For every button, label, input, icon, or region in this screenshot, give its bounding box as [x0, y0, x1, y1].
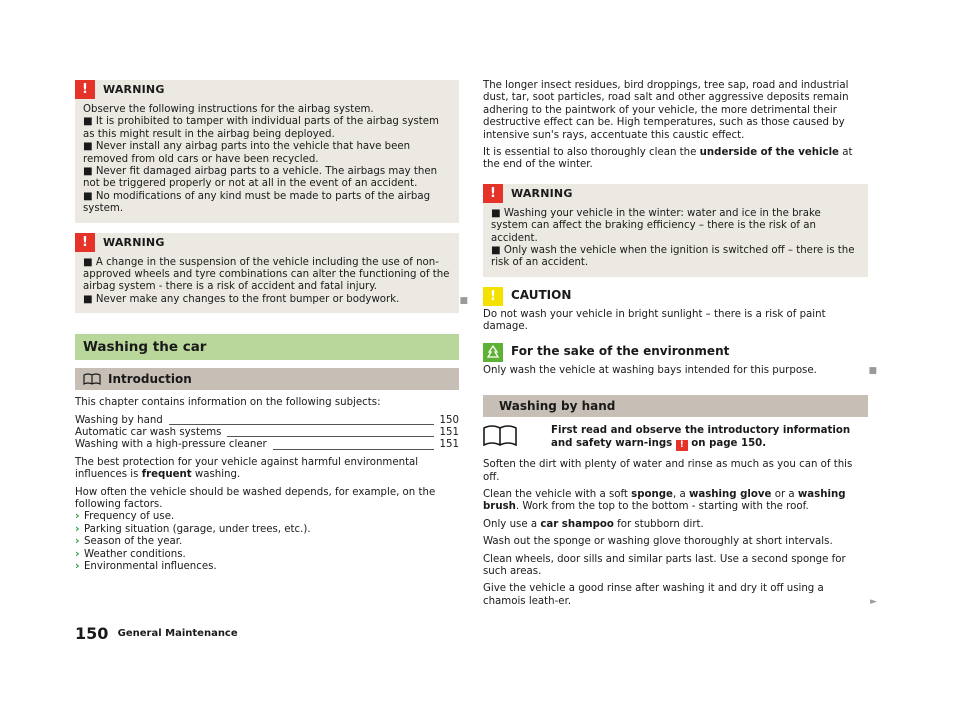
toc-item-page: 151: [439, 439, 459, 451]
caution-icon: !: [483, 287, 503, 306]
toc-item-title: Automatic car wash systems: [75, 427, 222, 439]
warning-title: WARNING: [511, 186, 573, 200]
paragraph-wash-out: Wash out the sponge or washing glove thoroughly at short intervals.: [483, 536, 833, 548]
warning-line: ■ Only wash the vehicle when the ignition is switched off – there is the risk of an accident.: [491, 245, 855, 269]
paragraph-shampoo: Only use a car shampoo for stubborn dirt.: [483, 518, 704, 530]
toc-list: [75, 415, 459, 452]
warning-icon: !: [75, 80, 95, 99]
warning-line: Observe the following instructions for the airbag system.: [83, 104, 374, 115]
warning-icon: !: [75, 233, 95, 252]
list-item: › Parking situation (garage, under trees, etc.).: [75, 521, 311, 535]
warning-title: WARNING: [103, 235, 165, 249]
toc-item[interactable]: [75, 415, 459, 427]
page-number: 150: [75, 624, 109, 643]
page-footer: [75, 624, 238, 648]
chevron-right-icon: ›: [75, 509, 80, 523]
toc-leader: [273, 449, 434, 450]
chapter-title: Washing the car: [75, 334, 459, 360]
environment-header: [483, 343, 868, 365]
read-first-text: First read and observe the introductory information and safety warn-ings ! on page 150.: [551, 425, 851, 450]
caution-title: CAUTION: [511, 287, 572, 302]
list-item: › Environmental influences.: [75, 559, 217, 573]
section-end-mark: ■: [868, 365, 877, 376]
warning-box-suspension: [75, 233, 468, 314]
section-end-mark: ■: [459, 295, 468, 306]
intro-title: Introduction: [108, 372, 192, 387]
warning-line: ■ No modifications of any kind must be made to parts of the airbag system.: [83, 190, 431, 215]
caution-header: [483, 287, 868, 309]
warning-line: ■ A change in the suspension of the vehicle including the use of non-approved wheels and tyre combinations can alter the functioning of the airbag system - there is a risk of accident and fatal injury.: [83, 256, 450, 293]
warning-line: ■ Never fit damaged airbag parts to a vehicle. The airbags may then not be triggered properly or not at all in the event of an accident.: [83, 166, 438, 190]
warning-box-winter: [483, 184, 868, 277]
toc-item-title: Washing by hand: [75, 414, 163, 426]
paragraph-clean: Clean the vehicle with a soft sponge, a washing glove or a washing brush. Work from the top to the bottom - starting with the roof.: [483, 488, 846, 513]
warning-icon: !: [676, 440, 688, 451]
warning-box-airbag: [75, 80, 459, 223]
intro-section-header: [75, 368, 459, 390]
caution-text: Do not wash your vehicle in bright sunlight – there is a risk of paint damage.: [483, 308, 826, 333]
environment-icon: [483, 343, 503, 362]
factors-list: [75, 511, 459, 573]
toc-leader: [169, 424, 434, 425]
toc-leader: [227, 436, 433, 437]
right-column: [483, 80, 877, 613]
paragraph-soften: Soften the dirt with plenty of water and rinse as much as you can of this off.: [483, 459, 853, 483]
warning-icon: !: [483, 184, 503, 203]
warning-line: ■ Never make any changes to the front bumper or bodywork.: [83, 293, 400, 305]
chevron-right-icon: ›: [75, 521, 80, 535]
footer-chapter-title: General Maintenance: [117, 628, 238, 639]
toc-item-page: 151: [439, 427, 459, 439]
paragraph-best-protection: The best protection for your vehicle against harmful environmental influences is frequent washing.: [75, 456, 419, 481]
continue-arrow-icon: ►: [870, 596, 877, 607]
warning-line: ■ It is prohibited to tamper with individual parts of the airbag system as this might result in the airbag being deployed.: [83, 116, 439, 140]
toc-intro: This chapter contains information on the following subjects:: [75, 397, 381, 409]
read-first-note: [483, 425, 868, 455]
warning-title: WARNING: [103, 83, 165, 96]
paragraph-underside: It is essential to also thoroughly clean the underside of the vehicle at the end of the winter.: [483, 147, 853, 171]
environment-text: Only wash the vehicle at washing bays intended for this purpose. ■: [483, 364, 877, 376]
list-item: › Weather conditions.: [75, 546, 186, 560]
toc-item-page: 150: [439, 414, 459, 426]
warning-line: ■ Washing your vehicle in the winter: water and ice in the brake system can affect the braking efficiency – there is the risk of an accident.: [491, 207, 821, 244]
section-title: Washing by hand: [499, 399, 616, 414]
list-item: › Season of the year.: [75, 534, 183, 548]
list-item: › Frequency of use.: [75, 509, 175, 523]
toc-item[interactable]: [75, 439, 459, 451]
chevron-right-icon: ›: [75, 546, 80, 560]
chevron-right-icon: ›: [75, 534, 80, 548]
environment-title: For the sake of the environment: [511, 343, 730, 358]
left-column: [75, 80, 468, 574]
paragraph-insects: The longer insect residues, bird droppings, tree sap, road and industrial dust, tar, soot particles, road salt and other aggressive deposits remain adhering to the paintwork of your vehicle, the more detrimental their destructive effect can be. High temperatures, such as those caused by intensive sun's rays, accentuate this caustic effect.: [483, 80, 849, 141]
toc-item-title: Washing with a high-pressure cleaner: [75, 439, 267, 451]
chevron-right-icon: ›: [75, 559, 80, 573]
warning-line: ■ Never install any airbag parts into the vehicle that have been removed from old cars or have been recycled.: [83, 141, 411, 165]
toc-item[interactable]: [75, 427, 459, 439]
paragraph-rinse: Give the vehicle a good rinse after washing it and dry it off using a chamois leath-er. ►: [483, 583, 877, 607]
open-book-icon: [483, 425, 517, 447]
section-washing-by-hand: [483, 395, 868, 417]
paragraph-how-often: How often the vehicle should be washed depends, for example, on the following factors.: [75, 486, 436, 511]
paragraph-wheels: Clean wheels, door sills and similar parts last. Use a second sponge for such areas.: [483, 553, 846, 577]
open-book-icon: [83, 373, 101, 385]
